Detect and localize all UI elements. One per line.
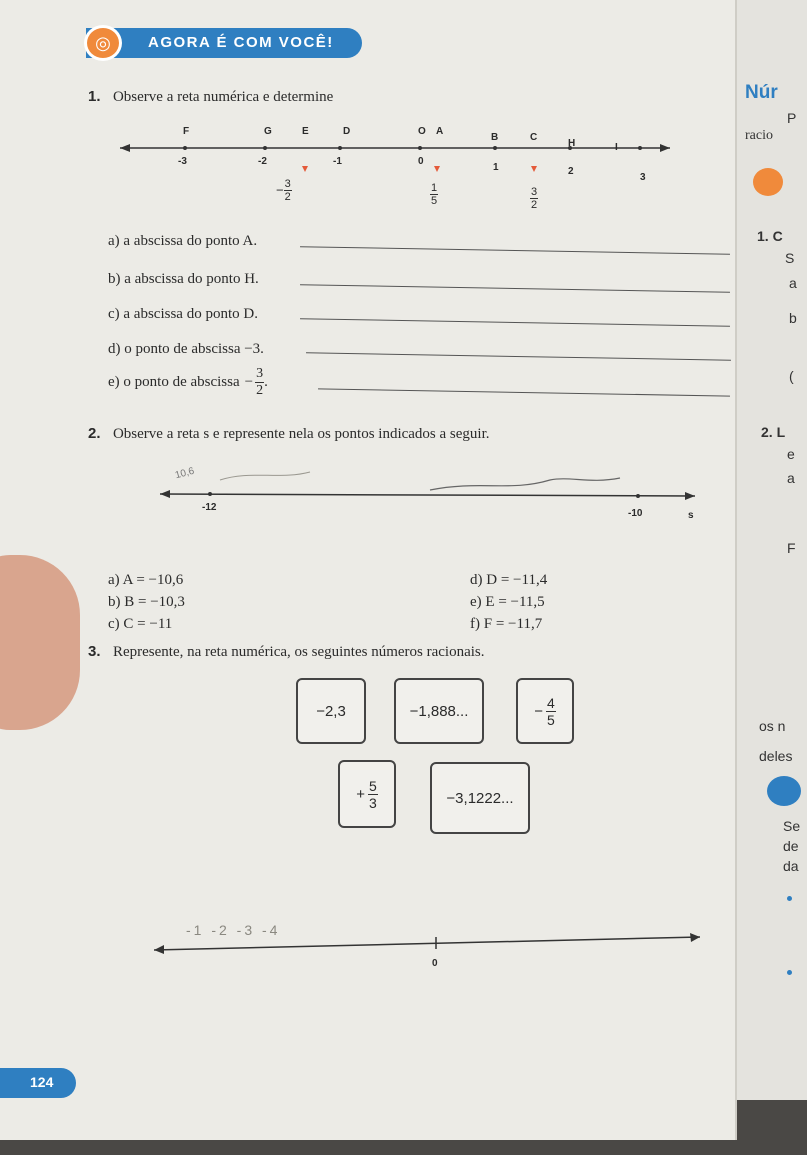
arrow-marker-icon — [302, 166, 308, 172]
line-name: s — [688, 510, 694, 521]
question-text: Observe a reta s e represente nela os pontos indicados a seguir. — [112, 426, 490, 442]
arrow-marker-icon — [434, 166, 440, 172]
item-1d: d) o ponto de abscissa −3. — [108, 341, 264, 357]
tick-label: -1 — [333, 156, 342, 167]
tick-label: 3 — [640, 172, 646, 183]
item-1e: e) o ponto de abscissa − $\frac{3}{2}$ . — [108, 366, 268, 398]
right-page — [737, 0, 807, 1100]
arrow-left-icon — [120, 144, 130, 152]
right-text: e — [787, 446, 795, 462]
item-2f: f) F = −11,7 — [470, 616, 543, 632]
number-box: −1,888... — [394, 678, 484, 744]
right-text: da — [783, 858, 799, 874]
fraction-minus-3-2: − $\frac{3}{2}$ — [276, 178, 291, 203]
question-number: 2. — [88, 425, 101, 442]
tick-m2 — [263, 146, 267, 150]
item-1b: b) a abscissa do ponto H. — [108, 271, 259, 287]
point-g: G — [264, 126, 272, 137]
question-number: 1. — [88, 88, 101, 105]
thumb — [0, 555, 80, 730]
handwriting: -1 -2 -3 -4 — [186, 922, 281, 938]
tick-label: 2 — [568, 166, 574, 177]
right-text: 2. L — [761, 424, 786, 440]
info-icon — [767, 776, 801, 806]
tick-label: -3 — [178, 156, 187, 167]
arrow-right-icon — [690, 933, 700, 942]
item-2a: a) A = −10,6 — [108, 572, 184, 588]
arrow-left-icon — [154, 945, 164, 954]
tick-3 — [638, 146, 642, 150]
answer-line[interactable] — [300, 284, 730, 293]
tick-label-left: -12 — [202, 502, 217, 513]
number-box: −3,1222... — [430, 762, 530, 834]
tick-0 — [418, 146, 422, 150]
zero-label: 0 — [432, 958, 438, 969]
tick-label-right: -10 — [628, 508, 643, 519]
item-2e: e) E = −11,5 — [470, 594, 545, 610]
question-number: 3. — [88, 643, 101, 660]
right-text: P — [787, 110, 797, 126]
question-text: Observe a reta numérica e determine — [112, 89, 334, 105]
tick-label: -2 — [258, 156, 267, 167]
right-text: deles — [759, 748, 793, 764]
number-line-s — [150, 450, 710, 530]
bullet-icon — [787, 970, 792, 975]
point-h: H — [568, 138, 576, 149]
pencil-arcs — [430, 478, 620, 490]
tick-m10 — [636, 494, 640, 498]
point-o: O — [418, 126, 426, 137]
right-text: a — [787, 470, 795, 486]
right-text: os n — [759, 718, 786, 734]
point-f: F — [183, 126, 190, 137]
arrow-marker-icon — [531, 166, 537, 172]
tick-label: 0 — [418, 156, 424, 167]
arrow-left-icon — [160, 490, 170, 498]
answer-line[interactable] — [300, 318, 730, 327]
number-box: − $\frac{4}{5}$ — [516, 678, 574, 744]
question-2 — [88, 425, 490, 443]
handwriting: 10,6 — [173, 465, 196, 482]
section-title: AGORA É COM VOCÊ! — [148, 34, 334, 51]
number-box: −2,3 — [296, 678, 366, 744]
right-text: ( — [789, 368, 794, 384]
item-2d: d) D = −11,4 — [470, 572, 548, 588]
answer-line[interactable] — [306, 352, 731, 360]
number-line-1 — [110, 120, 680, 220]
answer-line[interactable] — [318, 388, 730, 396]
right-text: 1. C — [757, 228, 783, 244]
answer-line[interactable] — [300, 246, 730, 255]
axis-line — [160, 494, 695, 496]
tick-m1 — [338, 146, 342, 150]
item-2b: b) B = −10,3 — [108, 594, 185, 610]
tick-m12 — [208, 492, 212, 496]
question-1 — [88, 88, 333, 106]
point-d: D — [343, 126, 351, 137]
pencil-mark — [220, 472, 310, 480]
point-b: B — [491, 132, 499, 143]
tick-label: 1 — [493, 162, 499, 173]
tick-m3 — [183, 146, 187, 150]
right-text: racio — [745, 128, 773, 143]
item-1c: c) a abscissa do ponto D. — [108, 306, 258, 322]
arrow-right-icon — [685, 492, 695, 500]
right-text: a — [789, 275, 797, 291]
arrow-right-icon — [660, 144, 670, 152]
bullet-icon — [787, 896, 792, 901]
number-box: + $\frac{5}{3}$ — [338, 760, 396, 828]
item-1a: a) a abscissa do ponto A. — [108, 233, 258, 249]
right-text: de — [783, 838, 799, 854]
item-2c: c) C = −11 — [108, 616, 173, 632]
point-a: A — [436, 126, 444, 137]
tick-1 — [493, 146, 497, 150]
point-e: E — [302, 126, 309, 137]
axis-line — [154, 937, 700, 950]
target-icon — [753, 168, 783, 196]
right-text: Se — [783, 818, 801, 834]
right-text: F — [787, 540, 796, 556]
question-text: Represente, na reta numérica, os seguintes números racionais. — [112, 644, 485, 660]
target-icon: ◎ — [84, 25, 122, 61]
fraction-3-2: $\frac{3}{2}$ — [531, 186, 538, 211]
right-title: Núr — [745, 82, 778, 103]
page-number: 124 — [30, 1074, 54, 1090]
right-text: b — [789, 310, 797, 326]
point-i: I — [615, 142, 618, 153]
fraction-1-5: $\frac{1}{5}$ — [431, 182, 438, 207]
question-3 — [88, 643, 485, 661]
point-c: C — [530, 132, 538, 143]
right-text: S — [785, 250, 795, 266]
